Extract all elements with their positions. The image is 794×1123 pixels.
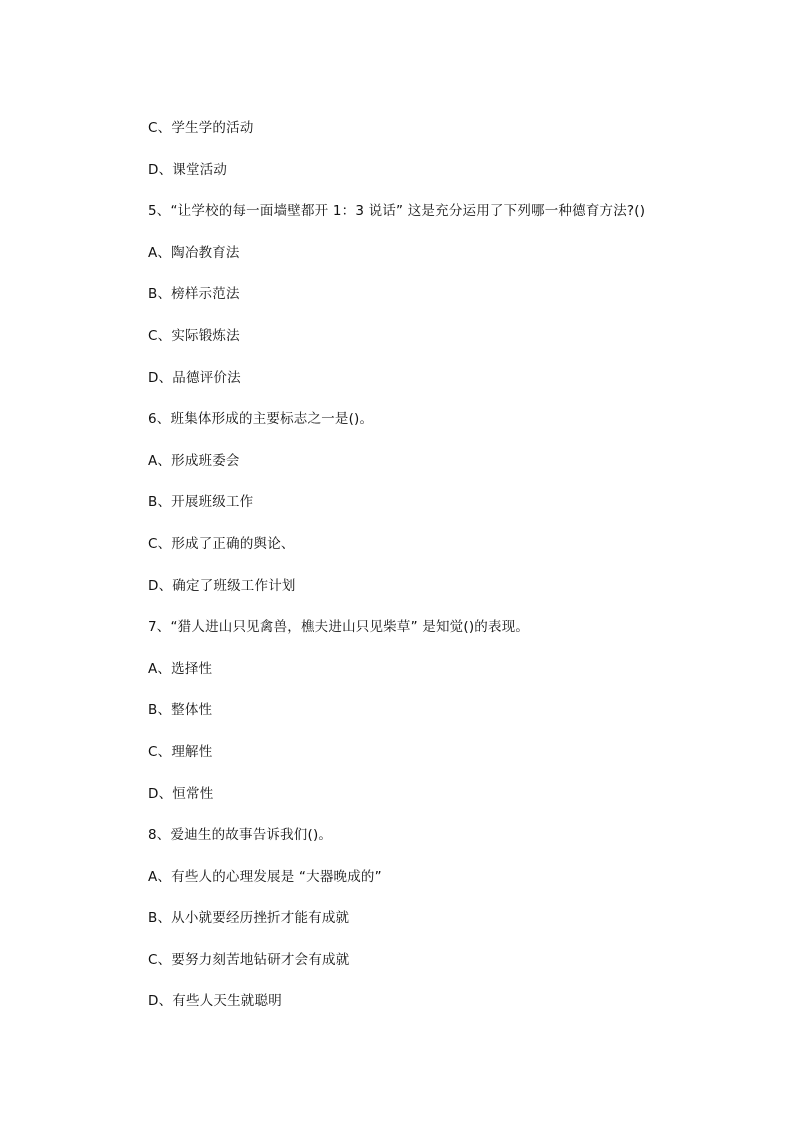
question-7-option-d: D、恒常性	[148, 785, 214, 802]
question-8-option-b: B、从小就要经历挫折才能有成就	[148, 910, 350, 927]
question-7-text: 7、“猎人进山只见禽兽，樵夫进山只见柴草” 是知觉()的表现。	[148, 619, 530, 636]
question-8-text: 8、爱迪生的故事告诉我们()。	[148, 827, 333, 844]
option-d-text: D、课堂活动	[148, 161, 228, 178]
question-5-text: 5、“让学校的每一面墙壁都开 1：3 说话” 这是充分运用了下列哪一种德育方法?()	[148, 203, 646, 220]
question-6-option-b: B、开展班级工作	[148, 494, 254, 511]
question-5-option-d: D、品德评价法	[148, 369, 241, 386]
option-c-text: C、学生学的活动	[148, 120, 254, 136]
question-8-option-d: D、有些人天生就聪明	[148, 993, 282, 1010]
question-5-option-b: B、榜样示范法	[148, 286, 240, 303]
question-text-block	[148, 118, 748, 1033]
question-5-option-a: A、陶冶教育法	[148, 244, 240, 261]
question-7-option-b: B、整体性	[148, 702, 213, 719]
question-7-option-c: C、理解性	[148, 743, 213, 760]
question-6-option-c: C、形成了正确的舆论、	[148, 535, 295, 552]
question-6-text: 6、班集体形成的主要标志之一是()。	[148, 411, 374, 428]
question-5-option-c: C、实际锻炼法	[148, 327, 240, 344]
question-8-option-c: C、要努力刻苦地钻研才会有成就	[148, 951, 350, 968]
question-6-option-d: D、确定了班级工作计划	[148, 577, 296, 594]
question-7-option-a: A、选择性	[148, 660, 213, 677]
question-6-option-a: A、形成班委会	[148, 452, 240, 469]
question-8-option-a: A、有些人的心理发展是 “大器晚成的”	[148, 868, 382, 885]
